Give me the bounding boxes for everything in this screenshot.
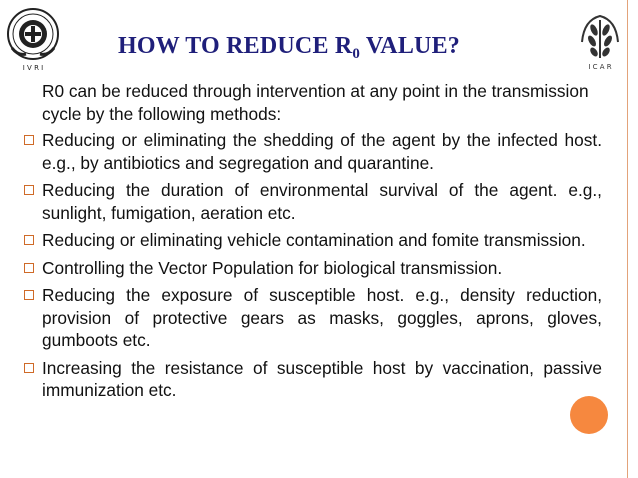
- list-item-text: Increasing the resistance of susceptible host by vaccination, passive immunization etc.: [42, 357, 602, 400]
- hollow-square-bullet-icon: [24, 363, 34, 373]
- list-item-text: Reducing the duration of environmental survival of the agent. e.g., sunlight, fumigation, aeration etc.: [42, 180, 602, 223]
- title-main: HOW TO REDUCE R: [118, 33, 353, 59]
- list-item-text: Reducing or eliminating vehicle contamination and fomite transmission.: [42, 230, 586, 250]
- icar-logo-text: I C A R: [588, 63, 612, 71]
- slide-body: [22, 80, 602, 407]
- list-item: [22, 179, 602, 224]
- list-item: [22, 129, 602, 174]
- ivri-logo-text: I V R I: [22, 64, 44, 72]
- title-subscript: 0: [352, 46, 361, 62]
- list-item: [22, 257, 602, 280]
- right-vertical-rule: [627, 0, 628, 478]
- hollow-square-bullet-icon: [24, 290, 34, 300]
- title-tail: VALUE?: [360, 33, 460, 59]
- list-item: [22, 229, 602, 252]
- slide-title: [118, 33, 460, 63]
- list-item-text: Controlling the Vector Population for biological transmission.: [42, 257, 503, 278]
- list-item: [22, 284, 602, 352]
- list-item: [22, 357, 602, 402]
- list-item-text: Reducing or eliminating the shedding of the agent by the infected host. e.g., by antibiotics and segregation and quarantine.: [42, 130, 602, 173]
- ivri-logo-icon: [4, 4, 62, 74]
- hollow-square-bullet-icon: [24, 263, 34, 273]
- hollow-square-bullet-icon: [24, 135, 34, 145]
- intro-text: R0 can be reduced through intervention at any point in the transmission cycle by the following methods:: [42, 81, 589, 124]
- hollow-square-bullet-icon: [24, 235, 34, 245]
- hollow-square-bullet-icon: [24, 185, 34, 195]
- icar-logo-icon: [576, 12, 624, 72]
- list-item-text: Reducing the exposure of susceptible host. e.g., density reduction, provision of protective gears as masks, goggles, aprons, gloves, gumboots etc.: [42, 285, 602, 350]
